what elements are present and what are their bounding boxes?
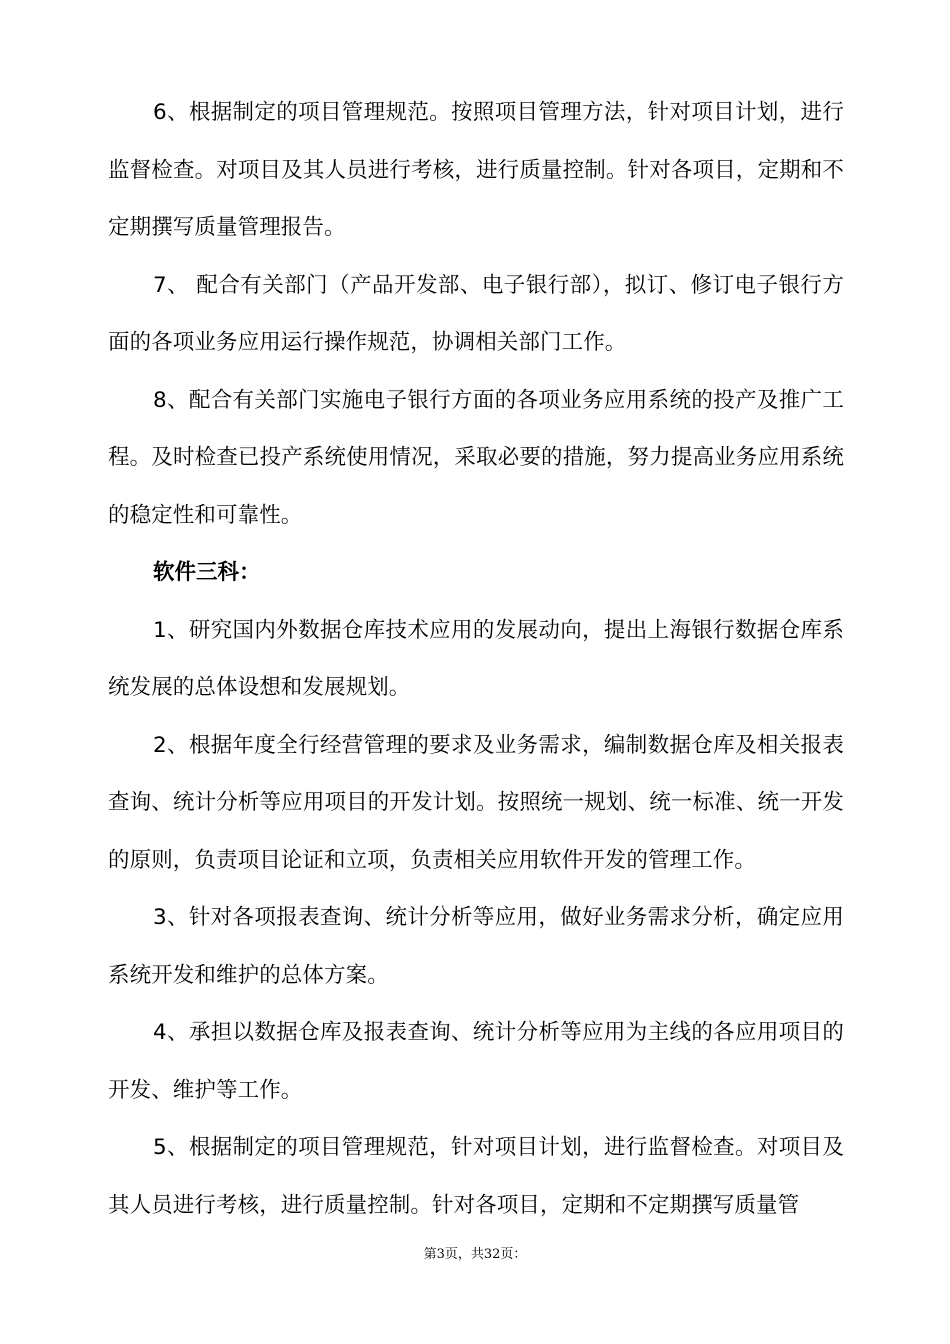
paragraph-item-6: 6、根据制定的项目管理规范。按照项目管理方法，针对项目计划，进行监督检查。对项目及其人员进行考核，进行质量控制。针对各项目，定期和不定期撰写质量管理报告。 [108, 100, 844, 240]
section-paragraph-5: 5、根据制定的项目管理规范，针对项目计划，进行监督检查。对项目及其人员进行考核，进行质量控制。针对各项目，定期和不定期撰写质量管 [108, 1135, 844, 1218]
page-number-label: 第3页，共32页： [423, 1247, 527, 1262]
page-footer [0, 1246, 950, 1264]
section-paragraph-2: 2、根据年度全行经营管理的要求及业务需求，编制数据仓库及相关报表查询、统计分析等应用项目的开发计划。按照统一规划、统一标准、统一开发的原则，负责项目论证和立项，负责相关应用软件开发的管理工作。 [108, 732, 844, 873]
document-body [108, 84, 844, 1234]
section-paragraph-3: 3、针对各项报表查询、统计分析等应用，做好业务需求分析，确定应用系统开发和维护的总体方案。 [108, 905, 844, 988]
paragraph-item-7: 7、 配合有关部门（产品开发部、电子银行部），拟订、修订电子银行方面的各项业务应用运行操作规范，协调相关部门工作。 [108, 272, 844, 355]
section-paragraph-4: 4、承担以数据仓库及报表查询、统计分析等应用为主线的各应用项目的开发、维护等工作。 [108, 1020, 844, 1103]
section-paragraph-1: 1、研究国内外数据仓库技术应用的发展动向，提出上海银行数据仓库系统发展的总体设想和发展规划。 [108, 617, 844, 700]
section-heading: 软件三科： [153, 560, 261, 585]
paragraph-item-8: 8、配合有关部门实施电子银行方面的各项业务应用系统的投产及推广工程。及时检查已投产系统使用情况，采取必要的措施，努力提高业务应用系统的稳定性和可靠性。 [108, 387, 844, 528]
